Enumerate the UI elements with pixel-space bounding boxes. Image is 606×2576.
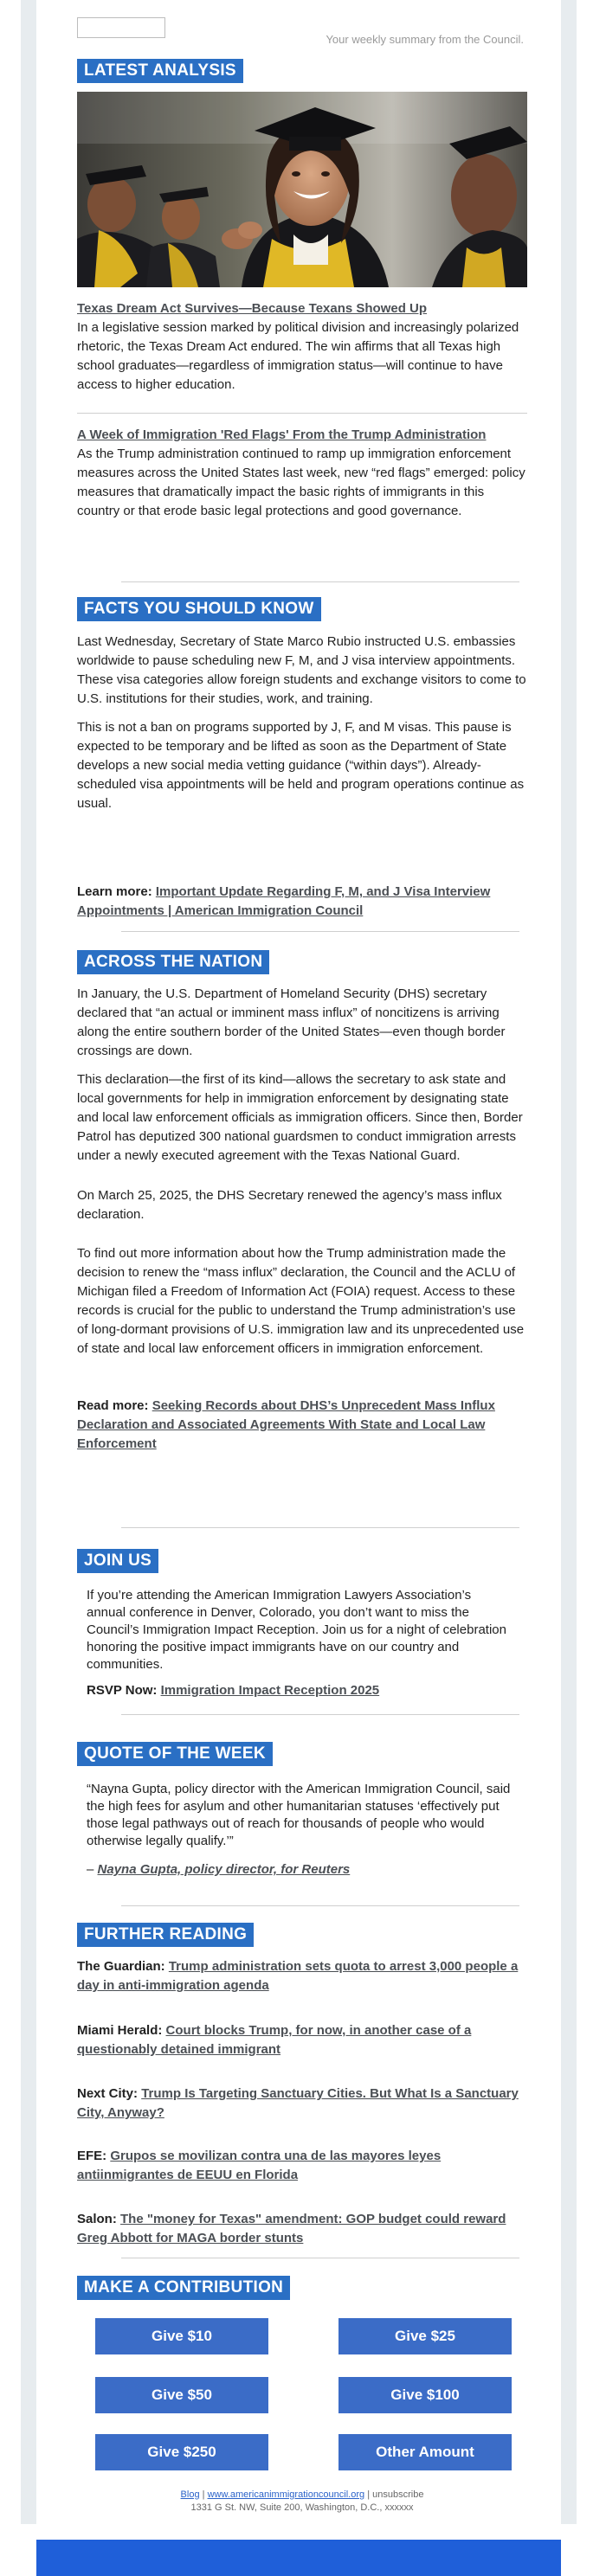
paragraph: This declaration—the first of its kind—allows the secretary to ask state and local governments for help in immigration enforcement by designating state and local law enforcement officials as immigration officers. Since then, Border Patrol has deputized 300 national guardsmen to conduct immigration arrests under a newly executed agreement with the Texas National Guard.	[77, 1072, 523, 1163]
paragraph: This is not a ban on programs supported by J, F, and M visas. This pause is expected to be temporary and be lifted as soon as the Department of State develops a new social media vetting guidance (“within days”). Already-scheduled visa appointments will be held and program operations continue as usual.	[77, 720, 525, 811]
rsvp-label: RSVP Now:	[87, 1683, 161, 1698]
join-rsvp	[87, 1682, 511, 1699]
article-summary: In a legislative session marked by political division and increasingly polarized rhetoric, the Texas Dream Act endured. The win affirms that all Texas high school graduates—regardless of immigration status—will continue to have access to higher education.	[77, 320, 519, 392]
reading-link[interactable]: Court blocks Trump, for now, in another case of a questionably detained immigrant	[77, 2023, 472, 2057]
give-250-button[interactable]: Give $250	[95, 2434, 268, 2470]
footer	[77, 2489, 527, 2515]
website-link[interactable]: www.americanimmigrationcouncil.org	[207, 2489, 365, 2500]
paragraph: If you’re attending the American Immigration Lawyers Association’s annual conference in Denver, Colorado, you don’t want to miss the Council’s Immigration Impact Reception. Join us for a night of celebration honoring the positive impact immigrants have on our country and communities.	[87, 1588, 506, 1672]
reading-source: Miami Herald:	[77, 2023, 166, 2038]
divider	[121, 1714, 519, 1715]
nation-paragraph-3	[77, 1186, 527, 1224]
divider	[121, 581, 519, 582]
footer-links	[77, 2489, 527, 2502]
nation-read-more	[77, 1397, 527, 1454]
reading-item	[77, 2147, 527, 2185]
divider	[121, 1905, 519, 1906]
blog-link[interactable]: Blog	[180, 2489, 200, 2500]
facts-learn-more	[77, 883, 527, 921]
latest-analysis-heading: LATEST ANALYSIS	[77, 59, 243, 83]
article-red-flags	[77, 426, 527, 521]
facts-paragraph-1	[77, 633, 527, 709]
divider	[77, 413, 527, 414]
right-rail	[561, 0, 577, 2524]
footer-separator: |	[364, 2489, 373, 2500]
give-50-button[interactable]: Give $50	[95, 2377, 268, 2413]
quote-attribution	[87, 1861, 511, 1879]
paragraph: To find out more information about how the Trump administration made the decision to renew the “mass influx” declaration, the Council and the ACLU of Michigan filed a Freedom of Information Act (FOIA) request. Access to these records is crucial for the public to understand the Trump administration’s use of long-dormant provisions of U.S. immigration law and its unprecedented use of state and local law enforcement officers in immigration enforcement.	[77, 1246, 525, 1356]
join-heading: JOIN US	[77, 1549, 158, 1573]
paragraph: In January, the U.S. Department of Homeland Security (DHS) secretary declared that “an actual or imminent mass influx” of noncitizens is arriving along the entire southern border of the United States—even though border crossings are down.	[77, 986, 506, 1058]
article-title-link[interactable]: A Week of Immigration 'Red Flags' From the Trump Administration	[77, 427, 487, 442]
logo-image[interactable]	[77, 17, 165, 38]
reading-heading: FURTHER READING	[77, 1923, 254, 1947]
reading-source: EFE:	[77, 2149, 111, 2163]
divider	[121, 931, 519, 932]
reading-source: Salon:	[77, 2212, 121, 2226]
reading-source: Next City:	[77, 2086, 142, 2101]
attribution-link[interactable]: Nayna Gupta, policy director, for Reuters	[97, 1862, 351, 1877]
facts-heading: FACTS YOU SHOULD KNOW	[77, 597, 321, 621]
nation-paragraph-4	[77, 1244, 527, 1359]
paragraph: On March 25, 2025, the DHS Secretary renewed the agency’s mass influx declaration.	[77, 1188, 502, 1222]
graduation-hero-image[interactable]	[77, 92, 527, 287]
reading-item	[77, 2210, 527, 2248]
other-amount-button[interactable]: Other Amount	[338, 2434, 512, 2470]
divider	[121, 1527, 519, 1528]
attribution-dash: –	[87, 1862, 98, 1877]
article-title-link[interactable]: Texas Dream Act Survives—Because Texans Showed Up	[77, 301, 428, 316]
graduation-photo	[77, 92, 527, 287]
give-100-button[interactable]: Give $100	[338, 2377, 512, 2413]
article-summary: As the Trump administration continued to ramp up immigration enforcement measures across the United States last week, new “red flags” emerged: policy measures that dramatically impact the basic rights of immigrants in this country or that erode basic legal protections and good governance.	[77, 446, 525, 518]
reading-item	[77, 1957, 527, 1995]
unsubscribe-link[interactable]: unsubscribe	[372, 2489, 424, 2500]
reading-link[interactable]: The "money for Texas" amendment: GOP budget could reward Greg Abbott for MAGA border stunts	[77, 2212, 506, 2245]
join-body	[87, 1587, 511, 1673]
learn-more-label: Learn more:	[77, 884, 156, 899]
reading-link[interactable]: Trump Is Targeting Sanctuary Cities. But What Is a Sanctuary City, Anyway?	[77, 2086, 519, 2120]
quote-heading: QUOTE OF THE WEEK	[77, 1742, 273, 1766]
give-25-button[interactable]: Give $25	[338, 2318, 512, 2354]
footer-separator: |	[199, 2489, 208, 2500]
learn-more-link[interactable]: Important Update Regarding F, M, and J Visa Interview Appointments | American Immigration Council	[77, 884, 491, 918]
bottom-bar	[36, 2540, 561, 2576]
read-more-label: Read more:	[77, 1398, 152, 1413]
reading-link[interactable]: Trump administration sets quota to arrest 3,000 people a day in anti-immigration agenda	[77, 1959, 519, 1993]
reading-link[interactable]: Grupos se movilizan contra una de las mayores leyes antiinmigrantes de EEUU en Florida	[77, 2149, 442, 2182]
give-10-button[interactable]: Give $10	[95, 2318, 268, 2354]
left-rail	[21, 0, 36, 2524]
tagline: Your weekly summary from the Council.	[326, 33, 524, 46]
article-texas-dream-act	[77, 299, 527, 395]
reading-source: The Guardian:	[77, 1959, 169, 1974]
nation-heading: ACROSS THE NATION	[77, 950, 269, 974]
paragraph: Last Wednesday, Secretary of State Marco Rubio instructed U.S. embassies worldwide to pause scheduling new F, M, and J visa interview appointments. These visa categories allow foreign students and exchange visitors to come to U.S. institutions for their studies, work, and training.	[77, 634, 526, 706]
contribution-heading: MAKE A CONTRIBUTION	[77, 2276, 290, 2300]
read-more-link[interactable]: Seeking Records about DHS’s Unprecedent Mass Influx Declaration and Associated Agreements With State and Local Law Enforcement	[77, 1398, 495, 1451]
facts-paragraph-2	[77, 718, 527, 813]
rsvp-link[interactable]: Immigration Impact Reception 2025	[160, 1683, 380, 1698]
nation-paragraph-2	[77, 1070, 527, 1166]
reading-item	[77, 2021, 527, 2059]
reading-item	[77, 2085, 527, 2123]
footer-address: 1331 G St. NW, Suite 200, Washington, D.C., xxxxxx	[190, 2502, 414, 2513]
nation-paragraph-1	[77, 985, 527, 1061]
quote-text	[87, 1781, 511, 1850]
quote: “Nayna Gupta, policy director with the American Immigration Council, said the high fees for asylum and other humanitarian statuses ‘effectively put those legal pathways out of reach for thousands of people who would otherwise legally qualify.’”	[87, 1782, 511, 1848]
